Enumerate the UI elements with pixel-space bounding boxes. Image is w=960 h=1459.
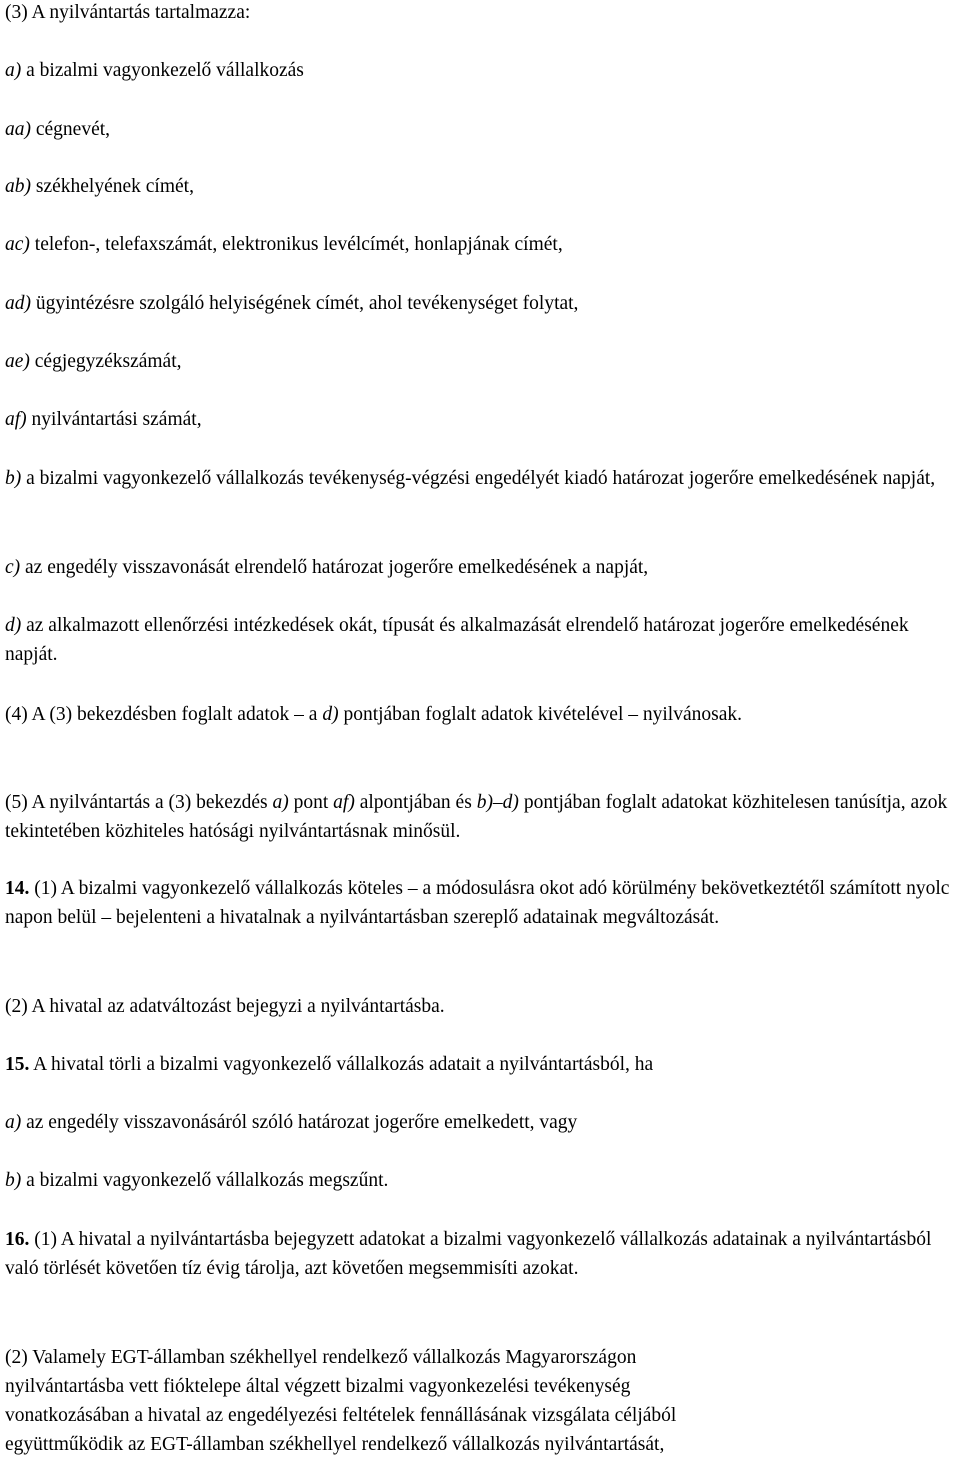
item-marker: d) (5, 615, 22, 636)
item-ae (5, 347, 950, 376)
item-c (5, 553, 950, 582)
section-16-paragraph-2-line-3: vonatkozásában a hivatal az engedélyezési feltételek fennállásának vizsgálata céljából (5, 1405, 677, 1426)
paragraph-4 (5, 700, 950, 729)
item-d (5, 611, 950, 669)
item-text: az engedély visszavonásáról szóló határozat jogerőre emelkedett, vagy (21, 1112, 578, 1133)
item-ad (5, 289, 950, 318)
item-text: telefon-, telefaxszámát, elektronikus levélcímét, honlapjának címét, (29, 234, 563, 255)
item-marker: d) (322, 704, 339, 725)
item-af (5, 405, 950, 434)
item-marker: a) (5, 60, 22, 81)
item-text: székhelyének címét, (31, 176, 194, 197)
item-text: az engedély visszavonását elrendelő határozat jogerőre emelkedésének a napját, (20, 557, 649, 578)
paragraph-text: (4) A (3) bekezdésben foglalt adatok – a (5, 704, 323, 725)
section-number: 14. (5, 878, 30, 899)
item-aa (5, 115, 950, 144)
item-marker: a) (5, 1112, 22, 1133)
item-text: ügyintézésre szolgáló helyiségének címét, ahol tevékenységet folytat, (31, 293, 579, 314)
item-marker: ab) (5, 176, 31, 197)
section-number: 16. (5, 1229, 30, 1250)
paragraph-5 (5, 788, 950, 846)
section-16-paragraph-2-line-1: (2) Valamely EGT-államban székhellyel rendelkező vállalkozás Magyarországon (5, 1347, 637, 1368)
item-text: a bizalmi vagyonkezelő vállalkozás megszűnt. (21, 1170, 389, 1191)
paragraph-text: alpontjában és (354, 792, 477, 813)
item-marker: b) (5, 468, 22, 489)
item-text: nyilvántartási számát, (26, 409, 202, 430)
paragraph-text: pont (288, 792, 334, 813)
paragraph-text: A hivatal törli a bizalmi vagyonkezelő vállalkozás adatait a nyilvántartásból, ha (29, 1054, 654, 1075)
section-15 (5, 1050, 950, 1079)
item-b (5, 464, 950, 493)
item-marker: af) (333, 792, 355, 813)
item-marker: ad) (5, 293, 31, 314)
section-16-paragraph-2-line-2: nyilvántartásba vett fióktelepe által végzett bizalmi vagyonkezelési tevékenység (5, 1376, 631, 1397)
item-text: az alkalmazott ellenőrzési intézkedések okát, típusát és alkalmazását elrendelő határozat jogerőre emelkedésének napját. (5, 615, 909, 665)
paragraph-text: pontjában foglalt adatok kivételével – nyilvánosak. (338, 704, 742, 725)
section-15-item-b (5, 1166, 950, 1195)
item-ab (5, 172, 950, 201)
item-marker: aa) (5, 119, 31, 140)
item-text: cégjegyzékszámát, (29, 351, 182, 372)
section-16-paragraph-1 (5, 1225, 950, 1283)
paragraph-text: (1) A hivatal a nyilvántartásba bejegyzett adatokat a bizalmi vagyonkezelő vállalkozás adatainak a nyilvántartásból való törlését követően tíz évig tárolja, azt követően megsemmisíti azokat. (5, 1229, 932, 1279)
item-marker: af) (5, 409, 27, 430)
paragraph-text: (1) A bizalmi vagyonkezelő vállalkozás köteles – a módosulásra okot adó körülmény bekövetkeztétől számított nyolc napon belül – bejelenteni a hivatalnak a nyilvántartásban szereplő adatainak megváltozását. (5, 878, 950, 928)
item-marker: b) (5, 1170, 22, 1191)
item-text: cégnevét, (31, 119, 111, 140)
paragraph-3-intro: (3) A nyilvántartás tartalmazza: (5, 2, 251, 23)
item-text: a bizalmi vagyonkezelő vállalkozás tevékenység-végzési engedélyét kiadó határozat jogerőre emelkedésének napját, (21, 468, 936, 489)
paragraph-text: (5) A nyilvántartás a (3) bekezdés (5, 792, 273, 813)
section-14-paragraph-2: (2) A hivatal az adatváltozást bejegyzi a nyilvántartásba. (5, 996, 445, 1017)
section-15-item-a (5, 1108, 950, 1137)
item-marker: b)–d) (476, 792, 519, 813)
paragraph-text: pontjában foglalt adatokat közhitelesen tanúsítja, azok tekintetében közhiteles hatósági nyilvántartásnak minősül. (5, 792, 948, 842)
item-marker: ac) (5, 234, 30, 255)
section-16-paragraph-2-line-4: együttműködik az EGT-államban székhellyel rendelkező vállalkozás nyilvántartását, (5, 1434, 665, 1455)
item-ac (5, 230, 950, 259)
item-a (5, 56, 950, 85)
item-marker: a) (272, 792, 289, 813)
section-14-paragraph-1 (5, 874, 950, 932)
item-marker: ae) (5, 351, 30, 372)
section-number: 15. (5, 1054, 30, 1075)
item-marker: c) (5, 557, 21, 578)
item-text: a bizalmi vagyonkezelő vállalkozás (21, 60, 304, 81)
